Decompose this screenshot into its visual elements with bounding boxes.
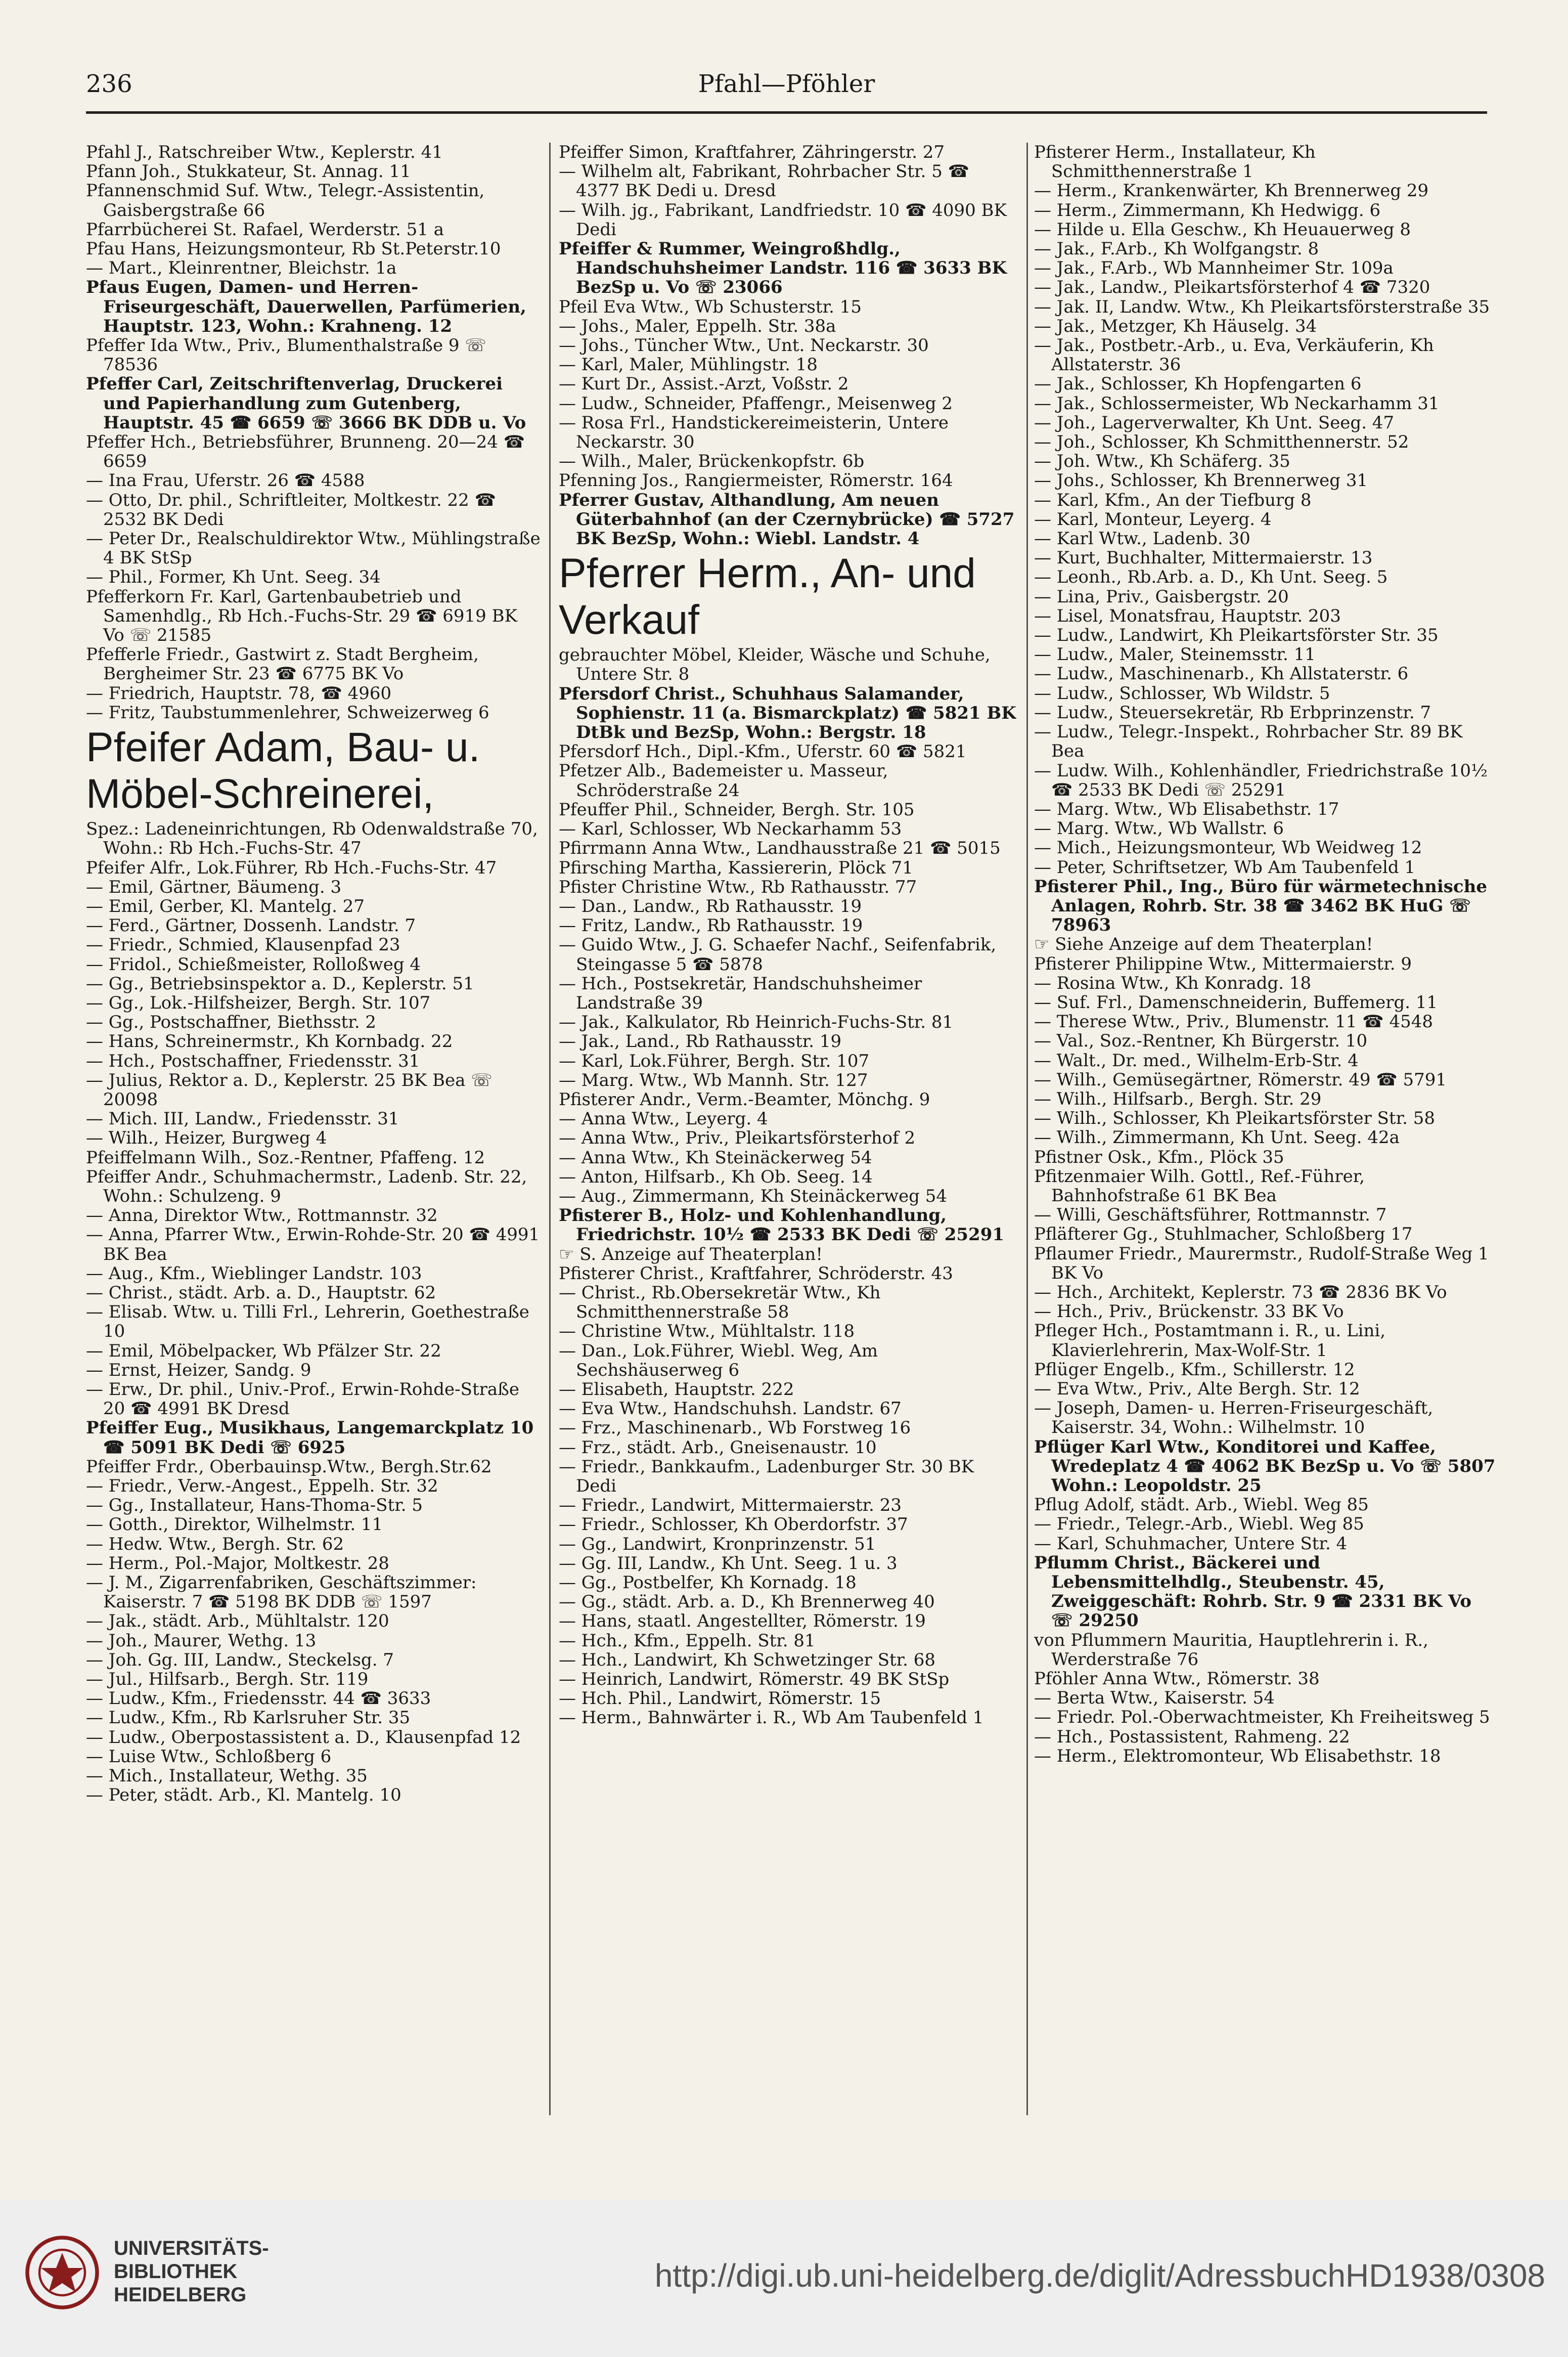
directory-entry: Pfitzenmaier Wilh. Gottl., Ref.-Führer, Bahnhofstraße 61 BK Bea: [1034, 1166, 1365, 1206]
directory-entry: — Fritz, Taubstummenlehrer, Schweizerweg 6: [86, 702, 489, 723]
directory-entry: gebrauchter Möbel, Kleider, Wäsche und Schuhe, Untere Str. 8: [559, 645, 991, 685]
directory-entry: — Gg. III, Landw., Kh Unt. Seeg. 1 u. 3: [559, 1553, 898, 1574]
directory-entry: — Anna, Pfarrer Wtw., Erwin-Rohde-Str. 20 ☎ 4991 BK Bea: [86, 1225, 540, 1264]
directory-entry: — Mich., Installateur, Wethg. 35: [86, 1766, 368, 1786]
directory-entry: — Anna Wtw., Kh Steinäckerweg 54: [559, 1147, 872, 1168]
directory-entry: Pfau Hans, Heizungsmonteur, Rb St.Peterstr.10: [86, 239, 501, 259]
directory-entry: — Ludw., Kfm., Rb Karlsruher Str. 35: [86, 1708, 411, 1728]
directory-entry: — Peter, städt. Arb., Kl. Mantelg. 10: [86, 1785, 401, 1806]
directory-entry: Pfaus Eugen, Damen- und Herren-Friseurgeschäft, Dauerwellen, Parfümerien, Hauptstr. 123, Wohn.: Krahneng. 12: [86, 277, 526, 336]
directory-entry: — Erw., Dr. phil., Univ.-Prof., Erwin-Rohde-Straße 20 ☎ 4991 BK Dresd: [86, 1379, 519, 1419]
directory-entry: — Gg., Installateur, Hans-Thoma-Str. 5: [86, 1495, 423, 1516]
directory-columns: [86, 143, 1497, 2120]
directory-entry: — Karl, Schlosser, Wb Neckarhamm 53: [559, 819, 902, 840]
directory-entry: Pfeiffelmann Wilh., Soz.-Rentner, Pfaffeng. 12: [86, 1147, 485, 1168]
directory-entry: — Eva Wtw., Handschuhsh. Landstr. 67: [559, 1399, 902, 1419]
directory-entry: — Frz., Maschinenarb., Wb Forstweg 16: [559, 1418, 911, 1438]
directory-entry: — Jak., Postbetr.-Arb., u. Eva, Verkäuferin, Kh Allstaterstr. 36: [1034, 335, 1434, 375]
directory-entry: Pfläfterer Gg., Stuhlmacher, Schloßberg 17: [1034, 1224, 1413, 1245]
directory-entry: — Ludw., Oberpostassistent a. D., Klausenpfad 12: [86, 1727, 521, 1748]
directory-entry: — Wilh., Gemüsegärtner, Römerstr. 49 ☎ 5791: [1034, 1069, 1447, 1090]
page-title: Pfahl—Pföhler: [698, 70, 875, 98]
directory-entry: Pfleger Hch., Postamtmann i. R., u. Lini, Klavierlehrerin, Max-Wolf-Str. 1: [1034, 1321, 1386, 1361]
library-seal-icon: [24, 2235, 100, 2310]
directory-entry: Pfeiffer Simon, Kraftfahrer, Zähringerstr. 27: [559, 143, 945, 162]
directory-entry: — Gg., Postschaffner, Biethsstr. 2: [86, 1012, 377, 1033]
column-2: [559, 143, 1016, 2120]
directory-entry: — Kurt, Buchhalter, Mittermaierstr. 13: [1034, 548, 1373, 569]
directory-entry: — Luise Wtw., Schloßberg 6: [86, 1746, 332, 1767]
directory-entry: — Elisab. Wtw. u. Tilli Frl., Lehrerin, Goethestraße 10: [86, 1302, 529, 1342]
directory-entry: — Hch., Architekt, Keplerstr. 73 ☎ 2836 BK Vo: [1034, 1282, 1447, 1302]
directory-entry: Pflaumer Friedr., Maurermstr., Rudolf-Straße Weg 1 BK Vo: [1034, 1243, 1489, 1283]
directory-entry: — Mich., Heizungsmonteur, Wb Weidweg 12: [1034, 838, 1422, 858]
directory-entry: — Lina, Priv., Gaisbergstr. 20: [1034, 586, 1289, 607]
page-number: 236: [86, 70, 132, 98]
directory-entry: Pfeiffer Frdr., Oberbauinsp.Wtw., Bergh.Str.62: [86, 1456, 492, 1477]
directory-entry: — Karl, Maler, Mühlingstr. 18: [559, 355, 818, 375]
directory-entry: Pferrer Gustav, Althandlung, Am neuen Güterbahnhof (an der Czernybrücke) ☎ 5727 BK BezSp, Wohn.: Wiebl. Landstr. 4: [559, 490, 1015, 549]
directory-entry: — Jak., Schlosser, Kh Hopfengarten 6: [1034, 374, 1362, 395]
directory-entry: — Hch., Postassistent, Rahmeng. 22: [1034, 1726, 1350, 1747]
directory-entry: — Jak., Landw., Pleikartsförsterhof 4 ☎ 7320: [1034, 277, 1430, 298]
directory-entry: — Fridol., Schießmeister, Rolloßweg 4: [86, 954, 421, 975]
directory-entry: — Joseph, Damen- u. Herren-Friseurgeschäft, Kaiserstr. 34, Wohn.: Wilhelmstr. 10: [1034, 1398, 1433, 1438]
directory-entry: — Jak., Land., Rb Rathausstr. 19: [559, 1031, 842, 1052]
directory-entry: — Ludw., Schlosser, Wb Wildstr. 5: [1034, 683, 1330, 704]
directory-entry: — Jak. II, Landw. Wtw., Kh Pleikartsförsterstraße 35: [1034, 296, 1490, 317]
directory-entry: — Friedr., Landwirt, Mittermaierstr. 23: [559, 1495, 902, 1516]
column-1: [86, 143, 541, 2120]
directory-entry: — Ludw., Kfm., Friedensstr. 44 ☎ 3633: [86, 1688, 431, 1709]
directory-entry: — Joh. Wtw., Kh Schäferg. 35: [1034, 451, 1290, 472]
directory-entry: — Guido Wtw., J. G. Schaefer Nachf., Seifenfabrik, Steingasse 5 ☎ 5878: [559, 935, 997, 975]
directory-entry: — Julius, Rektor a. D., Keplerstr. 25 BK Bea ☏ 20098: [86, 1070, 492, 1110]
directory-entry: — Friedr., Schlosser, Kh Oberdorfstr. 37: [559, 1514, 908, 1535]
directory-entry: Pfeiffer Andr., Schuhmachermstr., Ladenb. Str. 22, Wohn.: Schulzeng. 9: [86, 1166, 527, 1206]
directory-entry: — Wilh. jg., Fabrikant, Landfriedstr. 10 ☎ 4090 BK Dedi: [559, 200, 1007, 240]
directory-entry: ☞ S. Anzeige auf Theaterplan!: [559, 1244, 823, 1264]
directory-entry: — Willi, Geschäftsführer, Rottmannstr. 7: [1034, 1205, 1387, 1226]
directory-entry: Pfeffer Carl, Zeitschriftenverlag, Druckerei und Papierhandlung zum Gutenberg, Hauptstr. 45 ☎ 6659 ☏ 3666 BK DDB u. Vo: [86, 374, 526, 433]
directory-entry: — Phil., Former, Kh Unt. Seeg. 34: [86, 567, 381, 588]
directory-entry: — Hch. Phil., Landwirt, Römerstr. 15: [559, 1688, 881, 1709]
directory-entry: Pfeifer Adam, Bau- u. Möbel-Schreinerei,: [86, 724, 480, 817]
directory-entry: — Friedr., Schmied, Klausenpfad 23: [86, 935, 400, 955]
library-name: [114, 2237, 269, 2306]
directory-entry: Pfisterer Philippine Wtw., Mittermaierstr. 9: [1034, 953, 1412, 974]
directory-entry: Pfarrbücherei St. Rafael, Werderstr. 51 a: [86, 219, 444, 240]
directory-entry: Pfirsching Martha, Kassiererin, Plöck 71: [559, 857, 913, 878]
directory-entry: — Joh., Maurer, Wethg. 13: [86, 1630, 317, 1651]
directory-entry: — Hedw. Wtw., Bergh. Str. 62: [86, 1534, 344, 1554]
directory-entry: Pfister Christine Wtw., Rb Rathausstr. 77: [559, 877, 917, 897]
directory-entry: — Fritz, Landw., Rb Rathausstr. 19: [559, 915, 863, 936]
directory-entry: — Herm., Pol.-Major, Moltkestr. 28: [86, 1553, 389, 1574]
directory-entry: — Kurt Dr., Assist.-Arzt, Voßstr. 2: [559, 374, 849, 395]
directory-entry: — Karl, Schuhmacher, Untere Str. 4: [1034, 1533, 1348, 1554]
directory-entry: — Joh., Schlosser, Kh Schmitthennerstr. 52: [1034, 432, 1409, 453]
directory-entry: Pfefferkorn Fr. Karl, Gartenbaubetrieb und Samenhdlg., Rb Hch.-Fuchs-Str. 29 ☎ 6919 BK Vo ☏ 21585: [86, 586, 518, 646]
directory-entry: Pfahl J., Ratschreiber Wtw., Keplerstr. 41: [86, 143, 443, 162]
directory-entry: Pfefferle Friedr., Gastwirt z. Stadt Bergheim, Bergheimer Str. 23 ☎ 6775 BK Vo: [86, 644, 479, 684]
directory-entry: — Herm., Bahnwärter i. R., Wb Am Taubenfeld 1: [559, 1708, 984, 1728]
directory-entry: — Karl Wtw., Ladenb. 30: [1034, 529, 1250, 549]
directory-entry: — Rosa Frl., Handstickereimeisterin, Untere Neckarstr. 30: [559, 412, 949, 453]
directory-entry: — Johs., Schlosser, Kh Brennerweg 31: [1034, 470, 1368, 491]
directory-entry: — Heinrich, Landwirt, Römerstr. 49 BK StSp: [559, 1669, 950, 1690]
directory-entry: — Lisel, Monatsfrau, Hauptstr. 203: [1034, 605, 1341, 626]
directory-entry: — Eva Wtw., Priv., Alte Bergh. Str. 12: [1034, 1379, 1360, 1399]
library-name-line: HEIDELBERG: [114, 2284, 247, 2306]
directory-entry: von Pflummern Mauritia, Hauptlehrerin i. R., Werderstraße 76: [1034, 1630, 1428, 1670]
directory-entry: — Mart., Kleinrentner, Bleichstr. 1a: [86, 258, 397, 279]
directory-entry: — Gg., Landwirt, Kronprinzenstr. 51: [559, 1534, 876, 1554]
directory-entry: — Ludw., Landwirt, Kh Pleikartsförster Str. 35: [1034, 625, 1439, 646]
directory-entry: Pfisterer Phil., Ing., Büro für wärmetechnische Anlagen, Rohrb. Str. 38 ☎ 3462 BK HuG ☏ 78963: [1034, 876, 1487, 936]
directory-entry: ☞ Siehe Anzeige auf dem Theaterplan!: [1034, 934, 1373, 955]
directory-entry: — Wilh., Heizer, Burgweg 4: [86, 1128, 327, 1149]
directory-entry: Pföhler Anna Wtw., Römerstr. 38: [1034, 1669, 1320, 1689]
directory-entry: — Gg., Lok.-Hilfsheizer, Bergh. Str. 107: [86, 992, 431, 1013]
directory-entry: — Leonh., Rb.Arb. a. D., Kh Unt. Seeg. 5: [1034, 567, 1388, 588]
directory-entry: — Jak., F.Arb., Kh Wolfgangstr. 8: [1034, 239, 1319, 259]
directory-entry: — Gotth., Direktor, Wilhelmstr. 11: [86, 1514, 383, 1535]
directory-entry: — Ludw., Maschinenarb., Kh Allstaterstr. 6: [1034, 664, 1409, 684]
directory-entry: — Christ., städt. Arb. a. D., Hauptstr. 62: [86, 1282, 436, 1303]
directory-entry: — Christine Wtw., Mühltalstr. 118: [559, 1321, 855, 1342]
directory-entry: — Anton, Hilfsarb., Kh Ob. Seeg. 14: [559, 1166, 873, 1187]
directory-entry: — Peter, Schriftsetzer, Wb Am Taubenfeld 1: [1034, 857, 1416, 878]
directory-entry: — Ludw., Schneider, Pfaffengr., Meisenweg 2: [559, 393, 953, 414]
directory-entry: — Gg., Postbelfer, Kh Kornadg. 18: [559, 1573, 857, 1593]
directory-entry: — Dan., Landw., Rb Rathausstr. 19: [559, 896, 862, 916]
library-name-line: BIBLIOTHEK: [114, 2260, 238, 2283]
source-link[interactable]: http://digi.ub.uni-heidelberg.de/diglit/AdressbuchHD1938/0308: [654, 2257, 1545, 2294]
directory-entry: — Jul., Hilfsarb., Bergh. Str. 119: [86, 1669, 369, 1690]
directory-entry: — Herm., Elektromonteur, Wb Elisabethstr. 18: [1034, 1745, 1441, 1766]
directory-entry: — Christ., Rb.Obersekretär Wtw., Kh Schmitthennerstraße 58: [559, 1282, 881, 1323]
directory-entry: — Therese Wtw., Priv., Blumenstr. 11 ☎ 4548: [1034, 1012, 1433, 1032]
directory-entry: — Marg. Wtw., Wb Elisabethstr. 17: [1034, 799, 1339, 819]
directory-entry: Pfann Joh., Stukkateur, St. Annag. 11: [86, 161, 411, 182]
directory-entry: — Wilh., Maler, Brückenkopfstr. 6b: [559, 451, 865, 472]
directory-entry: Pfeffer Ida Wtw., Priv., Blumenthalstraße 9 ☏ 78536: [86, 335, 486, 375]
directory-entry: — Jak., Kalkulator, Rb Heinrich-Fuchs-Str. 81: [559, 1012, 954, 1033]
directory-entry: — Frz., städt. Arb., Gneisenaustr. 10: [559, 1437, 877, 1458]
directory-entry: Pfeuffer Phil., Schneider, Bergh. Str. 105: [559, 799, 915, 820]
directory-entry: — Suf. Frl., Damenschneiderin, Buffemerg. 11: [1034, 992, 1438, 1013]
directory-entry: — Joh., Lagerverwalter, Kh Unt. Seeg. 47: [1034, 412, 1395, 433]
directory-entry: — Walt., Dr. med., Wilhelm-Erb-Str. 4: [1034, 1050, 1359, 1071]
directory-entry: — Ferd., Gärtner, Dossenh. Landstr. 7: [86, 915, 416, 936]
directory-entry: — Herm., Krankenwärter, Kh Brennerweg 29: [1034, 181, 1429, 201]
directory-entry: — Wilh., Hilfsarb., Bergh. Str. 29: [1034, 1088, 1322, 1109]
directory-entry: — Emil, Gärtner, Bäumeng. 3: [86, 877, 342, 897]
page-header: [86, 66, 1487, 114]
directory-entry: — Marg. Wtw., Wb Mannh. Str. 127: [559, 1070, 868, 1090]
directory-entry: — Anna Wtw., Leyerg. 4: [559, 1109, 768, 1129]
directory-entry: — J. M., Zigarrenfabriken, Geschäftszimmer: Kaiserstr. 7 ☎ 5198 BK DDB ☏ 1597: [86, 1573, 477, 1612]
directory-entry: — Hch., Kfm., Eppelh. Str. 81: [559, 1630, 816, 1651]
directory-entry: — Friedr. Pol.-Oberwachtmeister, Kh Freiheitsweg 5: [1034, 1707, 1490, 1728]
directory-entry: — Gg., städt. Arb. a. D., Kh Brennerweg 40: [559, 1592, 935, 1612]
directory-entry: Pfeifer Alfr., Lok.Führer, Rb Hch.-Fuchs-Str. 47: [86, 857, 497, 878]
directory-entry: — Herm., Zimmermann, Kh Hedwigg. 6: [1034, 200, 1381, 221]
directory-entry: — Emil, Gerber, Kl. Mantelg. 27: [86, 896, 365, 916]
directory-entry: Pfirrmann Anna Wtw., Landhausstraße 21 ☎ 5015: [559, 838, 1001, 859]
directory-entry: — Ludw., Telegr.-Inspekt., Rohrbacher Str. 89 BK Bea: [1034, 722, 1463, 762]
directory-entry: — Ina Frau, Uferstr. 26 ☎ 4588: [86, 470, 365, 491]
directory-entry: Pferrer Herm., An- und Verkauf: [559, 550, 976, 643]
directory-entry: Pfersdorf Hch., Dipl.-Kfm., Uferstr. 60 ☎ 5821: [559, 741, 967, 762]
directory-entry: — Marg. Wtw., Wb Wallstr. 6: [1034, 818, 1284, 839]
directory-entry: — Emil, Möbelpacker, Wb Pfälzer Str. 22: [86, 1340, 441, 1361]
directory-entry: — Anna, Direktor Wtw., Rottmannstr. 32: [86, 1205, 438, 1226]
directory-entry: — Jak., Schlossermeister, Wb Neckarhamm 31: [1034, 393, 1440, 414]
directory-entry: — Karl, Kfm., An der Tiefburg 8: [1034, 490, 1312, 510]
directory-entry: — Wilh., Schlosser, Kh Pleikartsförster Str. 58: [1034, 1108, 1435, 1129]
directory-entry: — Friedr., Telegr.-Arb., Wiebl. Weg 85: [1034, 1514, 1364, 1535]
directory-entry: Spez.: Ladeneinrichtungen, Rb Odenwaldstraße 70, Wohn.: Rb Hch.-Fuchs-Str. 47: [86, 819, 538, 859]
directory-entry: — Gg., Betriebsinspektor a. D., Keplerstr. 51: [86, 973, 474, 994]
directory-entry: — Johs., Maler, Eppelh. Str. 38a: [559, 316, 836, 336]
directory-entry: — Elisabeth, Hauptstr. 222: [559, 1379, 794, 1400]
directory-entry: Pfisterer Christ., Kraftfahrer, Schröderstr. 43: [559, 1263, 953, 1284]
directory-entry: — Jak., Metzger, Kh Häuselg. 34: [1034, 316, 1317, 336]
directory-entry: — Hch., Postschaffner, Friedensstr. 31: [86, 1051, 420, 1071]
directory-entry: — Johs., Tüncher Wtw., Unt. Neckarstr. 30: [559, 335, 929, 356]
directory-entry: — Hans, staatl. Angestellter, Römerstr. 19: [559, 1611, 926, 1632]
column-3: [1034, 143, 1497, 2120]
directory-entry: — Hilde u. Ella Geschw., Kh Heuauerweg 8: [1034, 219, 1411, 240]
directory-entry: Pfersdorf Christ., Schuhhaus Salamander, Sophienstr. 11 (a. Bismarckplatz) ☎ 5821 BK DtBk und BezSp, Wohn.: Bergstr. 18: [559, 683, 1016, 743]
directory-entry: — Hch., Landwirt, Kh Schwetzinger Str. 68: [559, 1649, 936, 1670]
directory-entry: — Hch., Priv., Brückenstr. 33 BK Vo: [1034, 1301, 1344, 1322]
directory-entry: — Wilhelm alt, Fabrikant, Rohrbacher Str. 5 ☎ 4377 BK Dedi u. Dresd: [559, 161, 970, 201]
directory-entry: — Jak., städt. Arb., Mühltalstr. 120: [86, 1611, 389, 1632]
directory-entry: Pfetzer Alb., Bademeister u. Masseur, Schröderstraße 24: [559, 761, 888, 801]
directory-entry: Pfisterer Andr., Verm.-Beamter, Mönchg. 9: [559, 1089, 930, 1110]
directory-entry: Pflug Adolf, städt. Arb., Wiebl. Weg 85: [1034, 1495, 1369, 1515]
directory-entry: Pfeffer Hch., Betriebsführer, Brunneng. 20—24 ☎ 6659: [86, 432, 525, 472]
directory-entry: Pfisterer Herm., Installateur, Kh Schmitthennerstraße 1: [1034, 143, 1316, 182]
directory-entry: — Ludw., Maler, Steinemsstr. 11: [1034, 644, 1316, 665]
directory-entry: — Friedrich, Hauptstr. 78, ☎ 4960: [86, 683, 392, 704]
directory-entry: Pfeil Eva Wtw., Wb Schusterstr. 15: [559, 296, 862, 317]
directory-entry: — Karl, Monteur, Leyerg. 4: [1034, 509, 1272, 530]
directory-entry: — Hans, Schreinermstr., Kh Kornbadg. 22: [86, 1031, 453, 1052]
directory-entry: Pfenning Jos., Rangiermeister, Römerstr. 164: [559, 470, 953, 491]
library-footer: [0, 2200, 1568, 2357]
directory-entry: — Friedr., Bankkaufm., Ladenburger Str. 30 BK Dedi: [559, 1456, 974, 1496]
directory-entry: — Dan., Lok.Führer, Wiebl. Weg, Am Sechshäuserweg 6: [559, 1340, 878, 1380]
directory-entry: Pfistner Osk., Kfm., Plöck 35: [1034, 1147, 1284, 1167]
directory-entry: Pfannenschmid Suf. Wtw., Telegr.-Assistentin, Gaisbergstraße 66: [86, 181, 485, 221]
directory-entry: — Peter Dr., Realschuldirektor Wtw., Mühlingstraße 4 BK StSp: [86, 529, 541, 569]
directory-entry: — Berta Wtw., Kaiserstr. 54: [1034, 1688, 1275, 1709]
directory-entry: Pfisterer B., Holz- und Kohlenhandlung, Friedrichstr. 10½ ☎ 2533 BK Dedi ☏ 25291: [559, 1205, 1005, 1245]
directory-entry: — Joh. Gg. III, Landw., Steckelsg. 7: [86, 1649, 394, 1670]
directory-entry: Pflüger Engelb., Kfm., Schillerstr. 12: [1034, 1359, 1355, 1380]
directory-entry: — Ludw., Steuersekretär, Rb Erbprinzenstr. 7: [1034, 702, 1431, 723]
directory-entry: — Friedr., Verw.-Angest., Eppelh. Str. 32: [86, 1476, 438, 1496]
directory-entry: Pflumm Christ., Bäckerei und Lebensmittelhdlg., Steubenstr. 45, Zweiggeschäft: Rohrb. Str. 9 ☎ 2331 BK Vo ☏ 29250: [1034, 1552, 1472, 1631]
library-name-line: UNIVERSITÄTS-: [114, 2237, 269, 2259]
directory-entry: — Wilh., Zimmermann, Kh Unt. Seeg. 42a: [1034, 1127, 1400, 1148]
directory-entry: — Ludw. Wilh., Kohlenhändler, Friedrichstraße 10½ ☎ 2533 BK Dedi ☏ 25291: [1034, 760, 1488, 800]
directory-entry: — Mich. III, Landw., Friedensstr. 31: [86, 1109, 399, 1129]
directory-entry: — Hch., Postsekretär, Handschuhsheimer Landstraße 39: [559, 973, 922, 1013]
directory-entry: — Jak., F.Arb., Wb Mannheimer Str. 109a: [1034, 258, 1394, 279]
directory-entry: — Anna Wtw., Priv., Pleikartsförsterhof 2: [559, 1128, 916, 1149]
directory-entry: — Aug., Zimmermann, Kh Steinäckerweg 54: [559, 1186, 948, 1206]
directory-entry: — Ernst, Heizer, Sandg. 9: [86, 1360, 311, 1380]
directory-entry: — Karl, Lok.Führer, Bergh. Str. 107: [559, 1051, 870, 1071]
directory-entry: — Aug., Kfm., Wieblinger Landstr. 103: [86, 1263, 422, 1284]
directory-entry: — Val., Soz.-Rentner, Kh Bürgerstr. 10: [1034, 1031, 1368, 1052]
directory-entry: Pfeiffer & Rummer, Weingroßhdlg., Handschuhsheimer Landstr. 116 ☎ 3633 BK BezSp u. Vo ☏ 23066: [559, 239, 1007, 298]
directory-entry: Pfeiffer Eug., Musikhaus, Langemarckplatz 10 ☎ 5091 BK Dedi ☏ 6925: [86, 1418, 534, 1458]
directory-entry: Pflüger Karl Wtw., Konditorei und Kaffee, Wredeplatz 4 ☎ 4062 BK BezSp u. Vo ☏ 5807 Wohn.: Leopoldstr. 25: [1034, 1436, 1496, 1496]
directory-entry: — Rosina Wtw., Kh Konradg. 18: [1034, 973, 1312, 993]
directory-entry: — Otto, Dr. phil., Schriftleiter, Moltkestr. 22 ☎ 2532 BK Dedi: [86, 490, 496, 530]
